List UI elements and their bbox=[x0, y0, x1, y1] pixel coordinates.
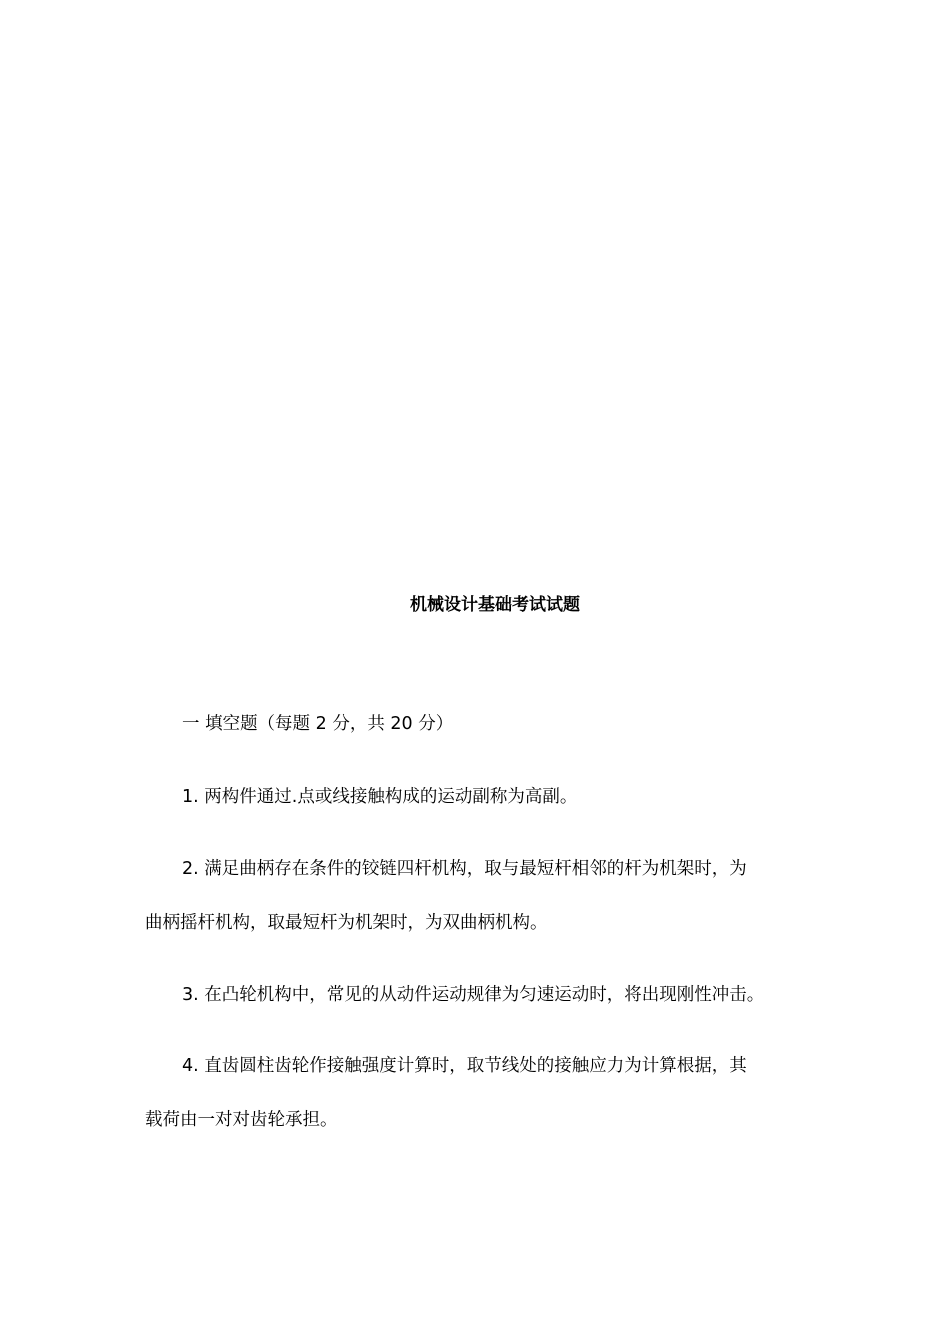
question-3: 3. 在凸轮机构中，常见的从动件运动规律为匀速运动时，将出现刚性冲击。 bbox=[182, 985, 765, 1005]
question-2-line-1: 2. 满足曲柄存在条件的铰链四杆机构，取与最短杆相邻的杆为机架时，为 bbox=[182, 859, 747, 879]
question-2-line-2: 曲柄摇杆机构，取最短杆为机架时，为双曲柄机构。 bbox=[145, 913, 548, 933]
question-4-line-1: 4. 直齿圆柱齿轮作接触强度计算时，取节线处的接触应力为计算根据，其 bbox=[182, 1056, 747, 1076]
question-4-line-2: 载荷由一对对齿轮承担。 bbox=[145, 1110, 338, 1130]
question-1: 1. 两构件通过.点或线接触构成的运动副称为高副。 bbox=[182, 787, 578, 807]
document-title: 机械设计基础考试试题 bbox=[410, 595, 580, 615]
section-heading: 一 填空题（每题 2 分，共 20 分） bbox=[182, 714, 454, 734]
